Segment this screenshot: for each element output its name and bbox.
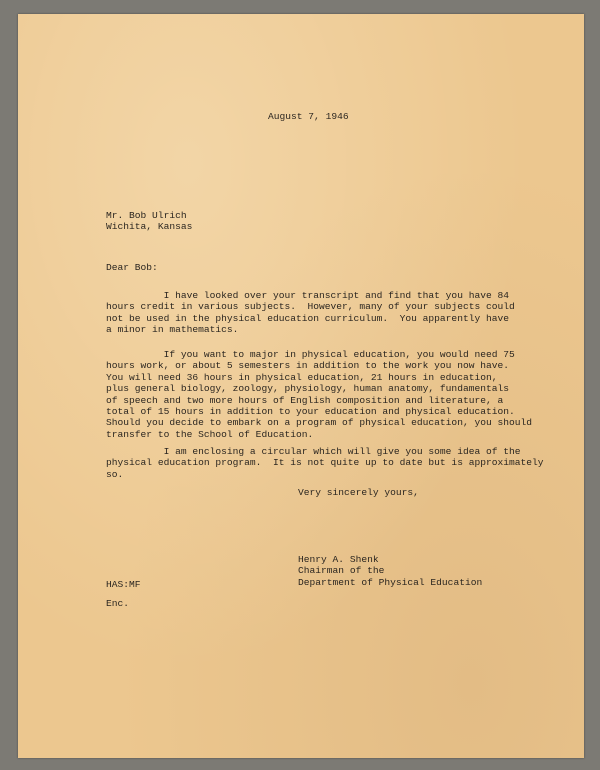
body-paragraph: I have looked over your transcript and find that you have 84 hours credit in various subjects. However, many of your subjects could not be used in the physical education curriculum. You apparently have a minor in mathematics. <box>106 290 515 336</box>
signer-name: Henry A. Shenk <box>298 554 379 565</box>
signature-block <box>298 554 482 588</box>
recipient-address <box>106 210 192 233</box>
body-paragraph: I am enclosing a circular which will give you some idea of the physical education program. It is not quite up to date but is approximately so. <box>106 446 544 480</box>
signer-department: Department of Physical Education <box>298 576 483 588</box>
recipient-name: Mr. Bob Ulrich <box>106 210 187 221</box>
body-paragraph: If you want to major in physical education, you would need 75 hours work, or about 5 semesters in addition to the work you now have. You will need 36 hours in physical education, 21 hours in education, plus general biology, zoology, physiology, human anatomy, fundamentals of speech and two more hours of English composition and literature, a total of 15 hours in addition to your education and physical education. Should you decide to embark on a program of physical education, you should transfer to the School of Education. <box>106 349 533 440</box>
letter-date: August 7, 1946 <box>268 111 349 122</box>
signer-title: Chairman of the <box>298 565 385 577</box>
recipient-city: Wichita, Kansas <box>106 221 193 233</box>
enclosure-note: Enc. <box>106 598 130 609</box>
typist-initials: HAS:MF <box>106 579 141 590</box>
closing: Very sincerely yours, <box>298 487 419 498</box>
letter-page <box>18 14 584 758</box>
salutation: Dear Bob: <box>106 262 158 273</box>
